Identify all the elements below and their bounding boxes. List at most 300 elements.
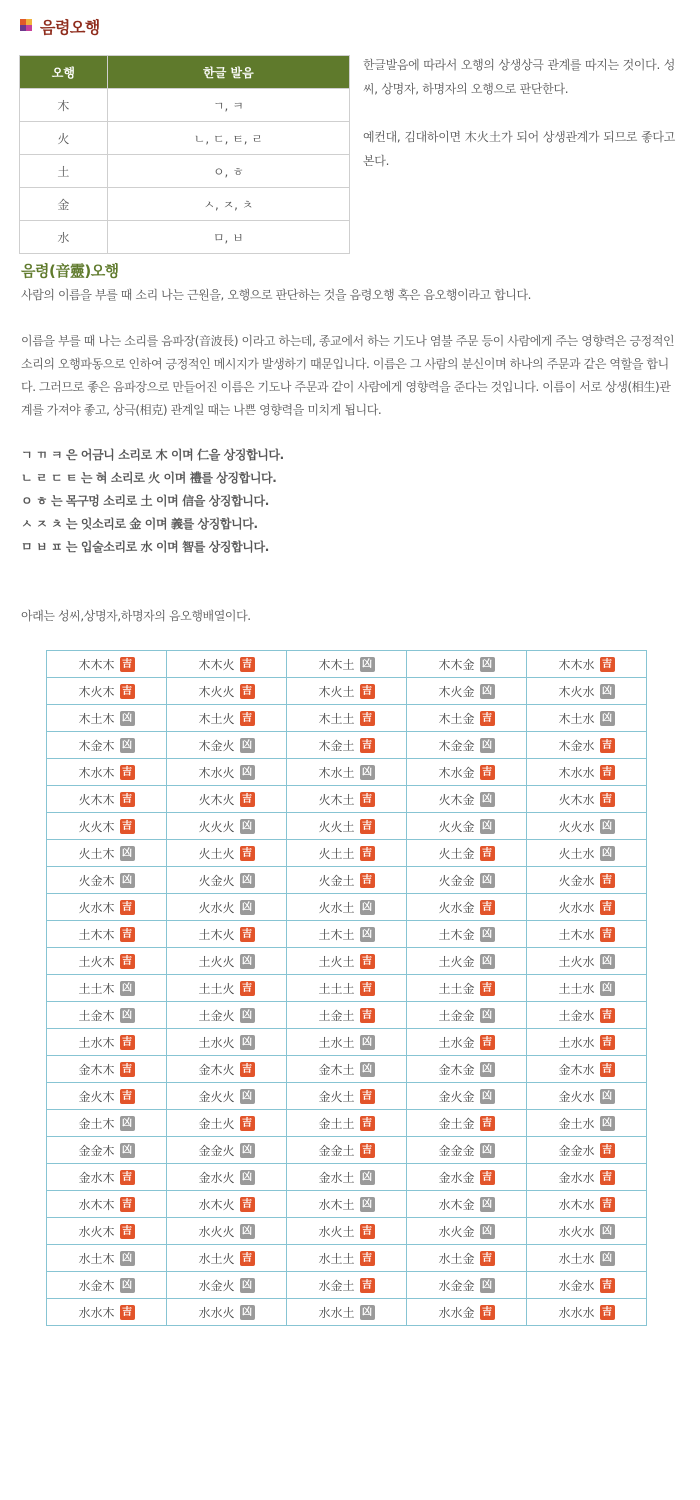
luck-good-badge: 吉	[360, 1251, 375, 1266]
combination-name: 水木金	[438, 1197, 475, 1212]
element-cell: 木	[20, 89, 108, 122]
combination-cell	[167, 759, 287, 786]
luck-good-badge: 吉	[240, 1197, 255, 1212]
combination-cell	[287, 1245, 407, 1272]
combination-row	[47, 921, 647, 948]
luck-bad-badge: 凶	[600, 1224, 615, 1239]
combination-name: 水金木	[78, 1278, 115, 1293]
luck-bad-badge: 凶	[240, 819, 255, 834]
combination-cell	[527, 786, 647, 813]
luck-bad-badge: 凶	[480, 927, 495, 942]
combination-cell	[527, 732, 647, 759]
combination-name: 金火火	[198, 1089, 235, 1104]
combination-cell	[407, 705, 527, 732]
combination-cell	[407, 651, 527, 678]
luck-bad-badge: 凶	[360, 1170, 375, 1185]
combination-cell	[167, 651, 287, 678]
sounds-cell: ㄱ, ㅋ	[107, 89, 349, 122]
combination-name: 木木土	[318, 657, 355, 672]
combination-name: 金木水	[558, 1062, 595, 1077]
combination-cell	[407, 1002, 527, 1029]
combination-cell	[47, 948, 167, 975]
combination-name: 土水木	[78, 1035, 115, 1050]
combination-cell	[527, 1056, 647, 1083]
luck-bad-badge: 凶	[240, 1305, 255, 1320]
combination-cell	[167, 1245, 287, 1272]
luck-bad-badge: 凶	[480, 792, 495, 807]
combination-cell	[527, 867, 647, 894]
luck-good-badge: 吉	[600, 1035, 615, 1050]
combination-name: 土土木	[78, 981, 115, 996]
luck-bad-badge: 凶	[120, 1278, 135, 1293]
combination-cell	[407, 894, 527, 921]
luck-bad-badge: 凶	[240, 738, 255, 753]
luck-bad-badge: 凶	[480, 954, 495, 969]
combination-cell	[407, 1137, 527, 1164]
combination-name: 木水土	[318, 765, 355, 780]
combination-cell	[167, 975, 287, 1002]
combination-name: 火水水	[558, 900, 595, 915]
combination-cell	[167, 1164, 287, 1191]
combination-cell	[47, 1245, 167, 1272]
combination-row	[47, 786, 647, 813]
combination-cell	[287, 1272, 407, 1299]
combination-row	[47, 1002, 647, 1029]
luck-bad-badge: 凶	[480, 738, 495, 753]
combination-name: 木土火	[198, 711, 235, 726]
combination-name: 火火火	[198, 819, 235, 834]
luck-good-badge: 吉	[480, 711, 495, 726]
combination-row	[47, 1110, 647, 1137]
combination-cell	[527, 651, 647, 678]
luck-bad-badge: 凶	[480, 819, 495, 834]
luck-good-badge: 吉	[600, 792, 615, 807]
luck-good-badge: 吉	[480, 981, 495, 996]
combination-name: 金水土	[318, 1170, 355, 1185]
luck-good-badge: 吉	[600, 738, 615, 753]
luck-good-badge: 吉	[600, 927, 615, 942]
combination-cell	[407, 840, 527, 867]
combination-cell	[407, 1191, 527, 1218]
combination-name: 木金土	[318, 738, 355, 753]
combination-name: 火水木	[78, 900, 115, 915]
combination-cell	[167, 1191, 287, 1218]
combination-cell	[407, 975, 527, 1002]
combination-cell	[167, 1083, 287, 1110]
side-paragraph-2: 예컨대, 김대하이면 木火土가 되어 상생관계가 되므로 좋다고 본다.	[363, 130, 675, 168]
luck-good-badge: 吉	[480, 846, 495, 861]
combination-name: 水金土	[318, 1278, 355, 1293]
combination-name: 水水土	[318, 1305, 355, 1320]
element-sound-table	[19, 55, 350, 254]
combination-name: 木水木	[78, 765, 115, 780]
combination-cell	[287, 1056, 407, 1083]
combination-name: 水土木	[78, 1251, 115, 1266]
combination-cell	[527, 759, 647, 786]
combination-name: 木木木	[78, 657, 115, 672]
luck-good-badge: 吉	[240, 1251, 255, 1266]
combination-name: 金水火	[198, 1170, 235, 1185]
luck-good-badge: 吉	[360, 1278, 375, 1293]
combination-name: 水土火	[198, 1251, 235, 1266]
luck-good-badge: 吉	[360, 1089, 375, 1104]
luck-good-badge: 吉	[480, 1305, 495, 1320]
combination-name: 土金火	[198, 1008, 235, 1023]
side-paragraph-1: 한글발음에 따라서 오행의 상생상극 관계를 따지는 것이다. 성씨, 상명자, 하명자의 오행으로 판단한다.	[363, 58, 675, 96]
combination-name: 土土土	[318, 981, 355, 996]
combination-name: 金土土	[318, 1116, 355, 1131]
combination-cell	[287, 786, 407, 813]
symbol-line: ㅇ ㅎ 는 목구멍 소리로 土 이며 信을 상징합니다.	[21, 494, 269, 508]
combination-name: 火木木	[78, 792, 115, 807]
sounds-cell: ㄴ, ㄷ, ㅌ, ㄹ	[107, 122, 349, 155]
combination-cell	[287, 813, 407, 840]
combination-name: 火金水	[558, 873, 595, 888]
combination-name: 水水水	[558, 1305, 595, 1320]
combination-cell	[527, 894, 647, 921]
combination-name: 木金火	[198, 738, 235, 753]
luck-good-badge: 吉	[240, 657, 255, 672]
luck-bad-badge: 凶	[360, 1062, 375, 1077]
combination-name: 火水土	[318, 900, 355, 915]
combination-cell	[167, 1056, 287, 1083]
combination-row	[47, 813, 647, 840]
combination-name: 土水金	[438, 1035, 475, 1050]
combination-cell	[167, 1137, 287, 1164]
combination-name: 火土火	[198, 846, 235, 861]
combination-name: 金金土	[318, 1143, 355, 1158]
combination-name: 土木土	[318, 927, 355, 942]
combination-name: 金木土	[318, 1062, 355, 1077]
luck-bad-badge: 凶	[360, 1197, 375, 1212]
combination-name: 木水金	[438, 765, 475, 780]
combination-cell	[47, 921, 167, 948]
combination-name: 土火火	[198, 954, 235, 969]
combination-cell	[407, 1272, 527, 1299]
combination-cell	[287, 759, 407, 786]
luck-good-badge: 吉	[120, 927, 135, 942]
combination-name: 金水木	[78, 1170, 115, 1185]
luck-good-badge: 吉	[600, 1170, 615, 1185]
luck-good-badge: 吉	[360, 792, 375, 807]
luck-bad-badge: 凶	[600, 711, 615, 726]
combination-cell	[167, 840, 287, 867]
combination-name: 水金水	[558, 1278, 595, 1293]
luck-bad-badge: 凶	[600, 846, 615, 861]
luck-bad-badge: 凶	[240, 873, 255, 888]
luck-good-badge: 吉	[120, 819, 135, 834]
luck-good-badge: 吉	[600, 1143, 615, 1158]
combination-cell	[287, 921, 407, 948]
combination-name: 木水火	[198, 765, 235, 780]
combination-name: 木火金	[438, 684, 475, 699]
luck-good-badge: 吉	[480, 1170, 495, 1185]
combination-name: 土土水	[558, 981, 595, 996]
luck-good-badge: 吉	[120, 1224, 135, 1239]
combination-cell	[527, 1218, 647, 1245]
combination-cell	[287, 1299, 407, 1326]
combination-cell	[167, 678, 287, 705]
combination-name: 火火金	[438, 819, 475, 834]
combination-name: 木木水	[558, 657, 595, 672]
combination-cell	[167, 894, 287, 921]
luck-bad-badge: 凶	[600, 1089, 615, 1104]
combination-name: 火水金	[438, 900, 475, 915]
combination-row	[47, 1245, 647, 1272]
combination-name: 木土水	[558, 711, 595, 726]
symbol-line: ㄴ ㄹ ㄷ ㅌ 는 혀 소리로 火 이며 禮를 상징합니다.	[21, 471, 277, 485]
combination-cell	[527, 921, 647, 948]
sounds-cell: ㅁ, ㅂ	[107, 221, 349, 254]
luck-good-badge: 吉	[240, 1062, 255, 1077]
combination-name: 水火水	[558, 1224, 595, 1239]
luck-good-badge: 吉	[120, 1305, 135, 1320]
combination-name: 木水水	[558, 765, 595, 780]
combination-cell	[167, 732, 287, 759]
combination-cell	[407, 1245, 527, 1272]
combination-cell	[407, 813, 527, 840]
luck-bad-badge: 凶	[240, 1143, 255, 1158]
combination-cell	[287, 1191, 407, 1218]
luck-bad-badge: 凶	[240, 1089, 255, 1104]
luck-bad-badge: 凶	[120, 873, 135, 888]
combination-name: 火金金	[438, 873, 475, 888]
combination-name: 水水火	[198, 1305, 235, 1320]
combination-name: 水金火	[198, 1278, 235, 1293]
combination-name: 金土火	[198, 1116, 235, 1131]
combination-name: 火火土	[318, 819, 355, 834]
combination-cell	[167, 1110, 287, 1137]
combination-cell	[47, 1137, 167, 1164]
combination-row	[47, 1164, 647, 1191]
symbol-line: ㄱ ㄲ ㅋ 은 어금니 소리로 木 이며 仁을 상징합니다.	[21, 448, 284, 462]
luck-good-badge: 吉	[240, 792, 255, 807]
luck-bad-badge: 凶	[480, 1143, 495, 1158]
combination-name: 水金金	[438, 1278, 475, 1293]
luck-bad-badge: 凶	[480, 1089, 495, 1104]
luck-bad-badge: 凶	[120, 981, 135, 996]
luck-bad-badge: 凶	[240, 954, 255, 969]
combination-name: 木土木	[78, 711, 115, 726]
combination-name: 金土金	[438, 1116, 475, 1131]
symbol-list	[21, 444, 675, 559]
luck-bad-badge: 凶	[360, 1035, 375, 1050]
luck-good-badge: 吉	[360, 1143, 375, 1158]
combination-cell	[287, 1164, 407, 1191]
combination-name: 水水木	[78, 1305, 115, 1320]
combination-row	[47, 732, 647, 759]
combination-row	[47, 1083, 647, 1110]
combination-name: 金金火	[198, 1143, 235, 1158]
luck-bad-badge: 凶	[360, 765, 375, 780]
combination-row	[47, 894, 647, 921]
title-logo-icon	[20, 19, 32, 31]
combination-name: 水木木	[78, 1197, 115, 1212]
symbol-line: ㅅ ㅈ ㅊ 는 잇소리로 金 이며 義를 상징합니다.	[21, 517, 258, 531]
luck-good-badge: 吉	[360, 684, 375, 699]
element-cell: 水	[20, 221, 108, 254]
luck-bad-badge: 凶	[240, 1035, 255, 1050]
luck-bad-badge: 凶	[480, 1278, 495, 1293]
luck-bad-badge: 凶	[240, 765, 255, 780]
luck-bad-badge: 凶	[600, 954, 615, 969]
combination-cell	[167, 867, 287, 894]
combination-name: 金木金	[438, 1062, 475, 1077]
combination-cell	[167, 1002, 287, 1029]
combination-cell	[407, 921, 527, 948]
combination-name: 木火火	[198, 684, 235, 699]
combination-row	[47, 705, 647, 732]
luck-good-badge: 吉	[600, 1305, 615, 1320]
combination-cell	[167, 786, 287, 813]
combination-row	[47, 1272, 647, 1299]
combination-cell	[47, 894, 167, 921]
combination-cell	[47, 1110, 167, 1137]
combination-name: 土火金	[438, 954, 475, 969]
combination-name: 木火木	[78, 684, 115, 699]
combination-cell	[47, 1191, 167, 1218]
combination-name: 水火木	[78, 1224, 115, 1239]
combination-cell	[527, 1272, 647, 1299]
luck-bad-badge: 凶	[480, 1008, 495, 1023]
combination-name: 金金金	[438, 1143, 475, 1158]
combination-cell	[407, 1218, 527, 1245]
combination-name: 土土火	[198, 981, 235, 996]
luck-good-badge: 吉	[120, 954, 135, 969]
combination-cell	[47, 705, 167, 732]
combination-cell	[407, 786, 527, 813]
luck-bad-badge: 凶	[600, 1116, 615, 1131]
combination-cell	[47, 1002, 167, 1029]
combination-cell	[407, 867, 527, 894]
luck-bad-badge: 凶	[600, 1251, 615, 1266]
combination-row	[47, 1056, 647, 1083]
combination-row	[47, 1218, 647, 1245]
element-cell: 土	[20, 155, 108, 188]
combination-cell	[527, 1245, 647, 1272]
combination-cell	[527, 1191, 647, 1218]
combination-cell	[47, 1272, 167, 1299]
combination-name: 水火火	[198, 1224, 235, 1239]
luck-bad-badge: 凶	[600, 981, 615, 996]
luck-bad-badge: 凶	[120, 1143, 135, 1158]
combination-name: 木金金	[438, 738, 475, 753]
luck-good-badge: 吉	[600, 1062, 615, 1077]
page-title: 음령오행	[40, 18, 100, 37]
luck-good-badge: 吉	[480, 1251, 495, 1266]
luck-good-badge: 吉	[120, 1035, 135, 1050]
table-row	[20, 155, 350, 188]
luck-bad-badge: 凶	[240, 900, 255, 915]
combination-name: 土火水	[558, 954, 595, 969]
combination-cell	[287, 1029, 407, 1056]
combination-name: 木金水	[558, 738, 595, 753]
section-body	[21, 284, 675, 422]
luck-good-badge: 吉	[600, 765, 615, 780]
combination-name: 火木火	[198, 792, 235, 807]
combination-name: 水火金	[438, 1224, 475, 1239]
combination-name: 火土金	[438, 846, 475, 861]
combination-cell	[407, 1110, 527, 1137]
sounds-cell: ㅅ, ㅈ, ㅊ	[107, 188, 349, 221]
combination-name: 水土金	[438, 1251, 475, 1266]
luck-good-badge: 吉	[240, 684, 255, 699]
combination-cell	[287, 732, 407, 759]
combination-name: 土水土	[318, 1035, 355, 1050]
luck-good-badge: 吉	[600, 1008, 615, 1023]
luck-bad-badge: 凶	[120, 1251, 135, 1266]
combination-name: 火火水	[558, 819, 595, 834]
combination-row	[47, 948, 647, 975]
luck-good-badge: 吉	[120, 900, 135, 915]
table-row	[20, 122, 350, 155]
side-description	[363, 53, 675, 173]
combination-row	[47, 975, 647, 1002]
combination-cell	[47, 975, 167, 1002]
combination-name: 土木水	[558, 927, 595, 942]
combination-name: 火水火	[198, 900, 235, 915]
combination-cell	[287, 948, 407, 975]
combination-cell	[407, 1299, 527, 1326]
combination-cell	[527, 1083, 647, 1110]
luck-good-badge: 吉	[360, 981, 375, 996]
combination-cell	[407, 1056, 527, 1083]
luck-good-badge: 吉	[360, 1116, 375, 1131]
combination-cell	[407, 1083, 527, 1110]
luck-good-badge: 吉	[360, 711, 375, 726]
combination-cell	[47, 1029, 167, 1056]
luck-bad-badge: 凶	[360, 1305, 375, 1320]
luck-good-badge: 吉	[240, 981, 255, 996]
luck-bad-badge: 凶	[120, 1116, 135, 1131]
combination-cell	[407, 948, 527, 975]
combination-name: 火木土	[318, 792, 355, 807]
luck-bad-badge: 凶	[240, 1008, 255, 1023]
combination-cell	[527, 1029, 647, 1056]
luck-good-badge: 吉	[480, 1116, 495, 1131]
luck-good-badge: 吉	[240, 846, 255, 861]
section-paragraph-1: 사람의 이름을 부를 때 소리 나는 근원을, 오행으로 판단하는 것을 음령오행 혹은 음오행이라고 합니다.	[21, 288, 532, 302]
combination-cell	[47, 1056, 167, 1083]
combination-cell	[287, 705, 407, 732]
header-element: 오행	[20, 56, 108, 89]
luck-good-badge: 吉	[360, 1008, 375, 1023]
luck-bad-badge: 凶	[480, 1224, 495, 1239]
combination-name: 木金木	[78, 738, 115, 753]
combination-name: 土金木	[78, 1008, 115, 1023]
combination-cell	[167, 1272, 287, 1299]
element-cell: 火	[20, 122, 108, 155]
table-row	[20, 89, 350, 122]
combination-cell	[407, 759, 527, 786]
combination-cell	[47, 1218, 167, 1245]
luck-good-badge: 吉	[600, 1278, 615, 1293]
luck-bad-badge: 凶	[120, 846, 135, 861]
luck-bad-badge: 凶	[240, 1278, 255, 1293]
combination-name: 木土土	[318, 711, 355, 726]
combination-cell	[527, 1002, 647, 1029]
combination-row	[47, 651, 647, 678]
luck-good-badge: 吉	[120, 657, 135, 672]
combination-name: 土水水	[558, 1035, 595, 1050]
luck-good-badge: 吉	[120, 765, 135, 780]
combination-row	[47, 867, 647, 894]
luck-good-badge: 吉	[360, 846, 375, 861]
combination-cell	[527, 705, 647, 732]
combination-name: 火火木	[78, 819, 115, 834]
combination-name: 火金土	[318, 873, 355, 888]
section-paragraph-2: 이름을 부를 때 나는 소리를 음파장(音波長) 이라고 하는데, 종교에서 하는 기도나 염불 주문 등이 사람에게 주는 영향력은 긍정적인 소리의 오행파동으로 인하여 긍정적인 메시지가 발생하기 때문입니다. 이름은 그 사람의 분신이며 하나의 주문과 같은 역할을 합니다. 그러므로 좋은 음파장으로 만들어진 이름은 기도나 주문과 같이 사람에게 영향력을 준다는 것입니다. 이름이 서로 상생(相生)관계를 가져야 좋고, 상극(相克) 관계일 때는 나쁜 영향력을 미치게 됩니다.	[21, 334, 675, 417]
